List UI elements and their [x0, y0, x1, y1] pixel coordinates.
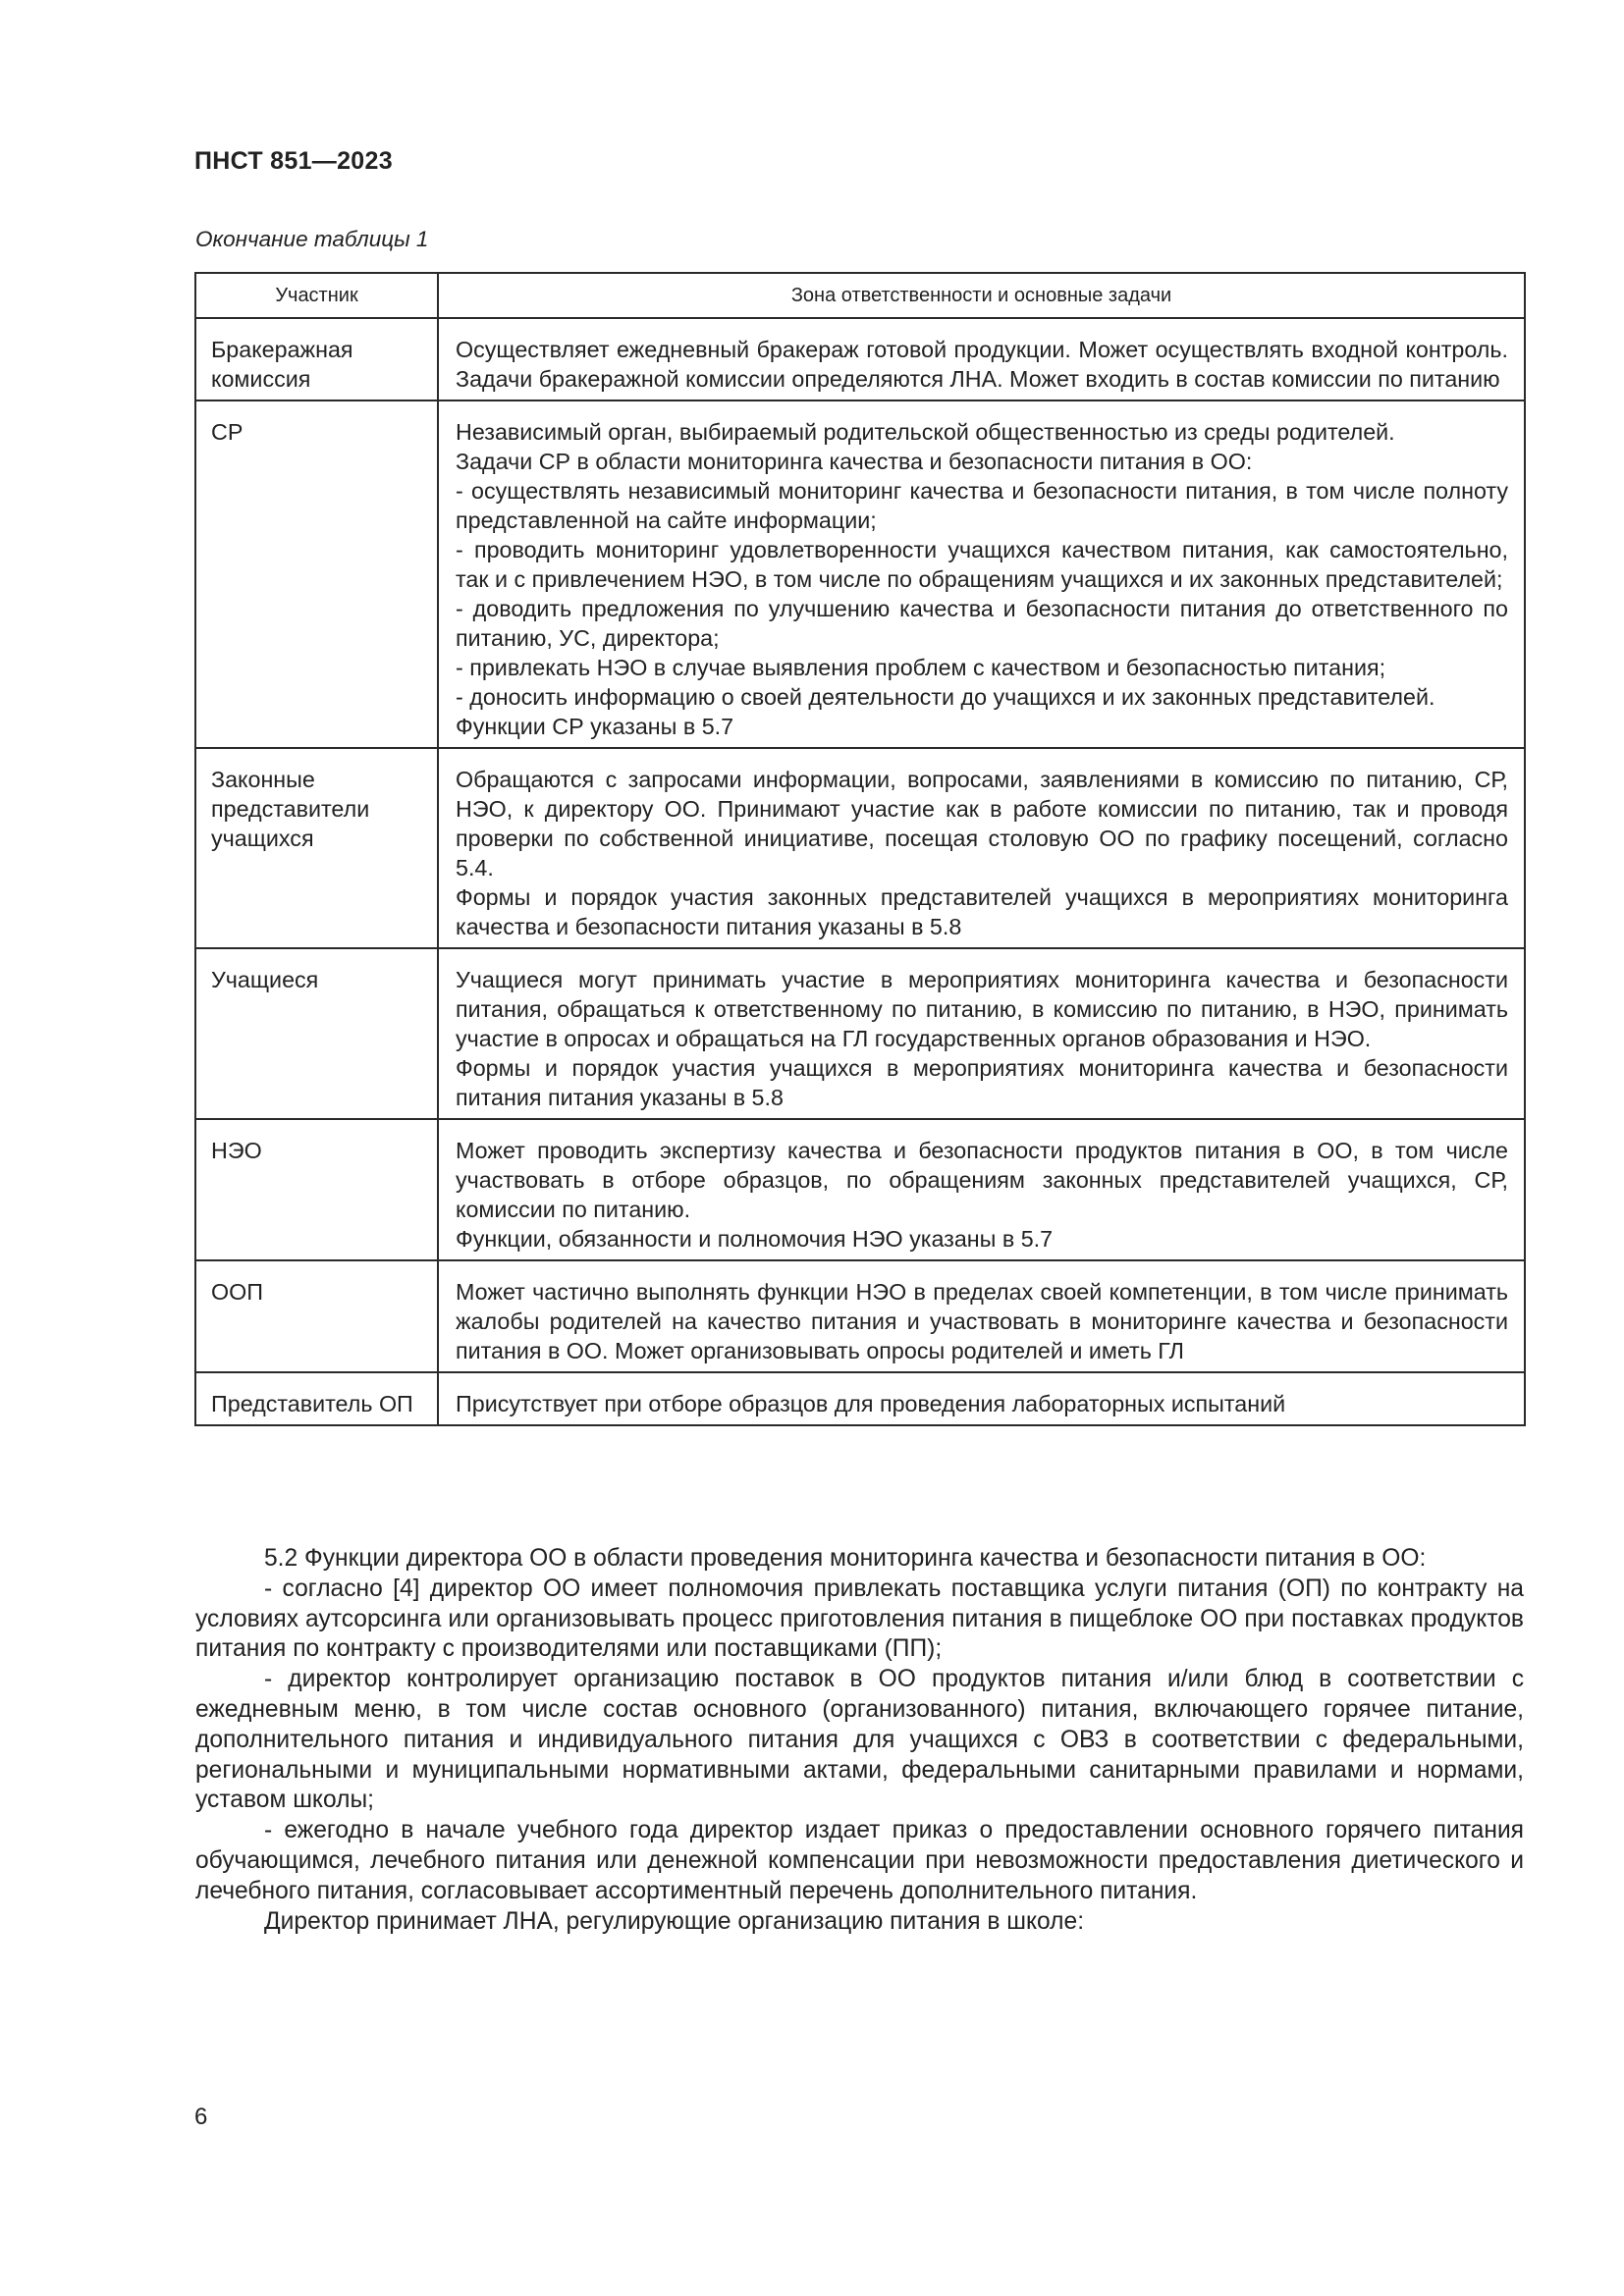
responsibility-line: Обращаются с запросами информации, вопросами, заявлениями в комиссию по питанию, СР, НЭО, к директору ОО. Принимают участие как в работе комиссии по питанию, так и проводя проверки по собственной инициативе, посещая столовую ОО по графику посещений, согласно 5.4.	[456, 767, 1508, 881]
responsibility-line: Функции, обязанности и полномочия НЭО указаны в 5.7	[456, 1226, 1054, 1252]
responsibility-line: Может частично выполнять функции НЭО в пределах своей компетенции, в том числе принимать жалобы родителей на качество питания и участвовать в мониторинге качества и безопасности питания в ОО. Может организовывать опросы родителей и иметь ГЛ	[456, 1279, 1508, 1363]
table-row	[195, 748, 1525, 948]
responsibility-line: - осуществлять независимый мониторинг качества и безопасности питания, в том числе полноту представленной на сайте информации;	[456, 478, 1508, 533]
participant-cell: НЭО	[195, 1119, 438, 1260]
responsibility-cell	[438, 1372, 1525, 1425]
responsibility-cell	[438, 948, 1525, 1119]
responsibility-line: Формы и порядок участия законных представителей учащихся в мероприятиях мониторинга качества и безопасности питания указаны в 5.8	[456, 884, 1508, 939]
responsibility-line: Независимый орган, выбираемый родительской общественностью из среды родителей.	[456, 419, 1395, 445]
responsibility-line: Присутствует при отборе образцов для проведения лабораторных испытаний	[456, 1391, 1286, 1416]
responsibility-cell	[438, 1119, 1525, 1260]
responsibility-line: Функции СР указаны в 5.7	[456, 714, 734, 739]
body-paragraph: - согласно [4] директор ОО имеет полномочия привлекать поставщика услуги питания (ОП) по контракту на условиях аутсорсинга или организовывать процесс приготовления питания в пищеблоке ОО при поставках продуктов питания по контракту с производителями или поставщиками (ПП);	[195, 1575, 1524, 1663]
table-row	[195, 318, 1525, 400]
participant-cell: Бракеражная комиссия	[195, 318, 438, 400]
table-header-row	[195, 273, 1525, 318]
responsibility-line: Осуществляет ежедневный бракераж готовой продукции. Может осуществлять входной контроль. Задачи бракеражной комиссии определяются ЛНА. Может входить в состав комиссии по питанию	[456, 337, 1508, 392]
table-caption: Окончание таблицы 1	[195, 227, 429, 251]
responsibility-cell	[438, 748, 1525, 948]
responsibility-line: Задачи СР в области мониторинга качества и безопасности питания в ОО:	[456, 449, 1253, 474]
responsibility-cell	[438, 318, 1525, 400]
responsibility-line: Учащиеся могут принимать участие в мероприятиях мониторинга качества и безопасности питания, обращаться к ответственному по питанию, в комиссию по питанию, в НЭО, принимать участие в опросах и обращаться на ГЛ государственных органов образования и НЭО.	[456, 967, 1508, 1051]
responsibility-line: - привлекать НЭО в случае выявления проблем с качеством и безопасностью питания;	[456, 655, 1386, 680]
page-number: 6	[194, 2104, 208, 2130]
responsibility-line: Формы и порядок участия учащихся в мероприятиях мониторинга качества и безопасности питания питания указаны в 5.8	[456, 1055, 1508, 1110]
table-row	[195, 400, 1525, 748]
column-header-participant: Участник	[195, 273, 438, 318]
responsibility-line: - проводить мониторинг удовлетворенности учащихся качеством питания, как самостоятельно, так и с привлечением НЭО, в том числе по обращениям учащихся и их законных представителей;	[456, 537, 1508, 592]
column-header-responsibility: Зона ответственности и основные задачи	[438, 273, 1525, 318]
responsibility-line: - доносить информацию о своей деятельности до учащихся и их законных представителей.	[456, 684, 1435, 710]
body-paragraph: - директор контролирует организацию поставок в ОО продуктов питания и/или блюд в соответствии с ежедневным меню, в том числе состав основного (организованного) питания, включающего горячее питание, дополнительного питания и индивидуального питания для учащихся с ОВЗ в соответствии с федеральными, региональными и муниципальными нормативными актами, федеральными санитарными правилами и нормами, уставом школы;	[195, 1666, 1524, 1814]
body-paragraph: - ежегодно в начале учебного года директор издает приказ о предоставлении основного горячего питания обучающимся, лечебного питания или денежной компенсации при невозможности предоставления диетического и лечебного питания, согласовывает ассортиментный перечень дополнительного питания.	[195, 1817, 1524, 1904]
responsibility-line: - доводить предложения по улучшению качества и безопасности питания до ответственного по питанию, УС, директора;	[456, 596, 1508, 651]
body-paragraph: 5.2 Функции директора ОО в области проведения мониторинга качества и безопасности питания в ОО:	[264, 1545, 1427, 1572]
body-paragraph: Директор принимает ЛНА, регулирующие организацию питания в школе:	[264, 1907, 1085, 1935]
responsibility-line: Может проводить экспертизу качества и безопасности продуктов питания в ОО, в том числе участвовать в отборе образцов, по обращениям законных представителей учащихся, СР, комиссии по питанию.	[456, 1138, 1508, 1222]
table-row	[195, 1372, 1525, 1425]
table-row	[195, 948, 1525, 1119]
participant-cell: СР	[195, 400, 438, 748]
participant-cell: Законные представители учащихся	[195, 748, 438, 948]
table-row	[195, 1260, 1525, 1372]
responsibility-cell	[438, 400, 1525, 748]
section-5-2-text	[195, 1544, 1524, 1937]
participant-cell: Учащиеся	[195, 948, 438, 1119]
responsibility-cell	[438, 1260, 1525, 1372]
document-code: ПНСТ 851—2023	[194, 147, 393, 175]
responsibility-table	[194, 272, 1526, 1426]
table-row	[195, 1119, 1525, 1260]
participant-cell: Представитель ОП	[195, 1372, 438, 1425]
participant-cell: ООП	[195, 1260, 438, 1372]
